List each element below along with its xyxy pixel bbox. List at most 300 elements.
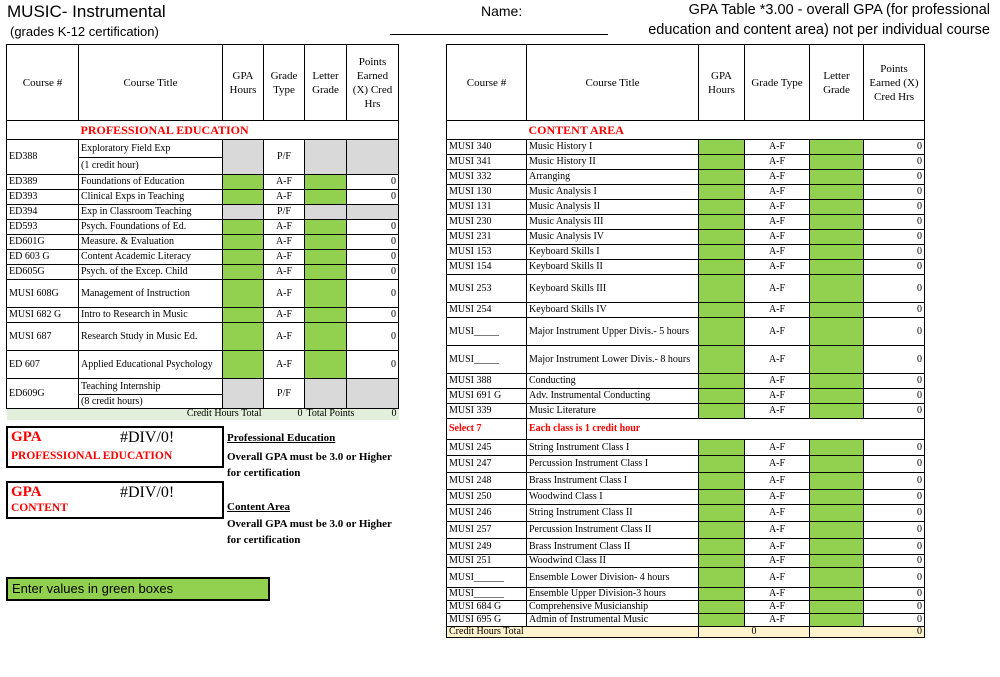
table-row xyxy=(447,170,925,185)
section-row xyxy=(7,121,399,140)
col-course: Course # xyxy=(7,45,79,121)
content-note-heading: Content Area xyxy=(227,501,291,513)
course-title: Keyboard Skills III xyxy=(527,275,699,303)
points-cell: 0 xyxy=(347,235,399,250)
points-cell: 0 xyxy=(864,303,925,318)
points-cell: 0 xyxy=(864,389,925,404)
course-title: Keyboard Skills II xyxy=(527,260,699,275)
table-row xyxy=(447,505,925,522)
grade-type: A-F xyxy=(745,490,810,505)
course-title: Adv. Instrumental Conducting xyxy=(527,389,699,404)
col-course: Course # xyxy=(447,45,527,121)
course-number: ED389 xyxy=(7,175,79,190)
table-row xyxy=(7,140,399,158)
grade-type: A-F xyxy=(264,250,305,265)
prof-note-text2: for certification xyxy=(227,467,301,479)
total-row xyxy=(447,627,925,638)
grade-type: A-F xyxy=(745,473,810,490)
course-number: MUSI 251 xyxy=(447,555,527,568)
gpa-hours-input[interactable] xyxy=(223,308,264,323)
content-note-text1: Overall GPA must be 3.0 or Higher xyxy=(227,518,392,530)
total-points-value: 0 xyxy=(810,627,925,638)
course-title: Clinical Exps in Teaching xyxy=(79,190,223,205)
gpa-professional-label: GPA xyxy=(11,429,42,445)
course-number: ED388 xyxy=(7,140,79,175)
grade-type: A-F xyxy=(745,303,810,318)
letter-grade-input[interactable] xyxy=(305,250,347,265)
grade-type: P/F xyxy=(264,205,305,220)
gpa-hours-input[interactable] xyxy=(699,404,745,419)
grade-type: A-F xyxy=(745,555,810,568)
gpa-hours-input[interactable] xyxy=(699,215,745,230)
letter-grade-input[interactable] xyxy=(810,522,864,539)
letter-grade-input[interactable] xyxy=(305,175,347,190)
course-number: MUSI 253 xyxy=(447,275,527,303)
grade-type: A-F xyxy=(745,140,810,155)
grade-type: A-F xyxy=(745,456,810,473)
course-number: MUSI 687 xyxy=(7,323,79,351)
points-cell: 0 xyxy=(864,555,925,568)
gpa-hours-input[interactable] xyxy=(223,250,264,265)
gpa-hours-input[interactable] xyxy=(699,601,745,614)
credit-hours-total-label: Credit Hours Total xyxy=(7,409,264,420)
points-cell: 0 xyxy=(864,140,925,155)
letter-grade-input[interactable] xyxy=(810,389,864,404)
gpa-hours-input[interactable] xyxy=(699,275,745,303)
gpa-hours-input[interactable] xyxy=(223,175,264,190)
gpa-content-box xyxy=(6,481,224,519)
course-title: Keyboard Skills IV xyxy=(527,303,699,318)
grade-type: A-F xyxy=(745,404,810,419)
course-number: MUSI 230 xyxy=(447,215,527,230)
letter-grade-input[interactable] xyxy=(810,215,864,230)
course-number: MUSI 245 xyxy=(447,440,527,456)
gpa-hours-input[interactable] xyxy=(699,140,745,155)
col-gpa-hours: GPA Hours xyxy=(223,45,264,121)
content-note-text2: for certification xyxy=(227,534,301,546)
course-number: MUSI 695 G xyxy=(447,614,527,627)
letter-grade-input[interactable] xyxy=(810,539,864,555)
green-boxes-instruction: Enter values in green boxes xyxy=(6,577,270,601)
course-number: MUSI______ xyxy=(447,588,527,601)
course-number: MUSI 682 G xyxy=(7,308,79,323)
table-row xyxy=(7,175,399,190)
col-letter-grade: Letter Grade xyxy=(305,45,347,121)
letter-grade-input[interactable] xyxy=(810,456,864,473)
total-points-value: 0 xyxy=(391,408,397,420)
grade-type: P/F xyxy=(264,140,305,175)
gpa-hours-input[interactable] xyxy=(699,555,745,568)
course-title-note: (1 credit hour) xyxy=(79,158,223,175)
course-title: Teaching Internship xyxy=(79,379,223,395)
table-row xyxy=(447,568,925,588)
course-title: Music Analysis IV xyxy=(527,230,699,245)
course-number: MUSI 257 xyxy=(447,522,527,539)
course-title: Applied Educational Psychology xyxy=(79,351,223,379)
letter-grade-input[interactable] xyxy=(305,280,347,308)
points-cell: 0 xyxy=(347,190,399,205)
course-title: Management of Instruction xyxy=(79,280,223,308)
course-number: MUSI_____ xyxy=(447,318,527,346)
table-row xyxy=(447,215,925,230)
course-title: Brass Instrument Class II xyxy=(527,539,699,555)
course-title: Major Instrument Upper Divis.- 5 hours xyxy=(527,318,699,346)
points-cell: 0 xyxy=(347,308,399,323)
table-row xyxy=(447,490,925,505)
course-title: Admin of Instrumental Music xyxy=(527,614,699,627)
letter-grade-input[interactable] xyxy=(810,275,864,303)
table-row xyxy=(447,404,925,419)
select-note: Each class is 1 credit hour xyxy=(527,419,925,440)
gpa-hours-input[interactable] xyxy=(699,155,745,170)
table-row xyxy=(7,323,399,351)
gpa-hours-input[interactable] xyxy=(699,522,745,539)
col-letter-grade: Letter Grade xyxy=(810,45,864,121)
page-title: MUSIC- Instrumental xyxy=(7,2,166,21)
table-row xyxy=(447,555,925,568)
points-cell: 0 xyxy=(864,275,925,303)
course-title: Psych. Foundations of Ed. xyxy=(79,220,223,235)
col-grade-type: Grade Type xyxy=(264,45,305,121)
gpa-hours-input[interactable] xyxy=(699,539,745,555)
points-cell xyxy=(347,140,399,175)
letter-grade-input[interactable] xyxy=(810,185,864,200)
course-number: MUSI 332 xyxy=(447,170,527,185)
course-number: MUSI 684 G xyxy=(447,601,527,614)
grade-type: A-F xyxy=(745,318,810,346)
gpa-hours-input[interactable] xyxy=(699,245,745,260)
gpa-hours-input[interactable] xyxy=(223,323,264,351)
grade-type: A-F xyxy=(745,374,810,389)
course-number: MUSI 231 xyxy=(447,230,527,245)
letter-grade-input[interactable] xyxy=(305,323,347,351)
points-cell: 0 xyxy=(864,245,925,260)
points-cell: 0 xyxy=(864,215,925,230)
letter-grade-input[interactable] xyxy=(305,235,347,250)
table-row xyxy=(447,440,925,456)
course-title: Ensemble Lower Division- 4 hours xyxy=(527,568,699,588)
points-cell: 0 xyxy=(864,490,925,505)
col-grade-type: Grade Type xyxy=(745,45,810,121)
points-cell: 0 xyxy=(864,185,925,200)
col-title: Course Title xyxy=(527,45,699,121)
table-row xyxy=(447,275,925,303)
course-number: MUSI______ xyxy=(447,568,527,588)
table-row xyxy=(447,346,925,374)
gpa-hours-input[interactable] xyxy=(699,473,745,490)
table-row xyxy=(447,601,925,614)
total-points-label: Total Points xyxy=(306,408,355,420)
points-cell: 0 xyxy=(864,539,925,555)
gpa-hours-input[interactable] xyxy=(699,490,745,505)
course-title: Music History II xyxy=(527,155,699,170)
gpa-professional-value: #DIV/0! xyxy=(120,429,175,446)
course-number: ED393 xyxy=(7,190,79,205)
col-points: Points Earned (X) Cred Hrs xyxy=(347,45,399,121)
gpa-hours-input[interactable] xyxy=(699,505,745,522)
grade-type: A-F xyxy=(745,539,810,555)
course-title: Foundations of Education xyxy=(79,175,223,190)
course-number: ED 607 xyxy=(7,351,79,379)
grade-type: A-F xyxy=(745,230,810,245)
grade-type: A-F xyxy=(264,351,305,379)
course-title: Music Analysis III xyxy=(527,215,699,230)
table-row xyxy=(447,588,925,601)
points-cell: 0 xyxy=(864,404,925,419)
course-title: Content Academic Literacy xyxy=(79,250,223,265)
points-cell: 0 xyxy=(864,170,925,185)
letter-grade-input[interactable] xyxy=(810,555,864,568)
gpa-hours-input[interactable] xyxy=(699,303,745,318)
letter-grade-input[interactable] xyxy=(305,308,347,323)
gpa-hours-input[interactable] xyxy=(223,280,264,308)
points-cell: 0 xyxy=(347,280,399,308)
table-row xyxy=(447,200,925,215)
credit-hours-total-label: Credit Hours Total xyxy=(447,627,699,638)
course-number: MUSI 130 xyxy=(447,185,527,200)
course-number: MUSI 153 xyxy=(447,245,527,260)
grade-type: A-F xyxy=(745,245,810,260)
gpa-hours-input[interactable] xyxy=(699,389,745,404)
table-row xyxy=(7,265,399,280)
gpa-hours-input[interactable] xyxy=(699,170,745,185)
gpa-hours-input[interactable] xyxy=(699,230,745,245)
letter-grade-input[interactable] xyxy=(810,318,864,346)
credit-hours-total-value: 0 xyxy=(264,409,305,420)
gpa-note-line1: GPA Table *3.00 - overall GPA (for professional xyxy=(688,2,990,18)
section-title: CONTENT AREA xyxy=(527,121,925,140)
points-cell: 0 xyxy=(864,155,925,170)
points-cell: 0 xyxy=(864,588,925,601)
grade-type: A-F xyxy=(745,601,810,614)
letter-grade-input[interactable] xyxy=(810,374,864,389)
gpa-hours-input[interactable] xyxy=(699,318,745,346)
points-cell: 0 xyxy=(864,601,925,614)
grade-type: A-F xyxy=(745,389,810,404)
grade-type: A-F xyxy=(745,440,810,456)
table-row xyxy=(7,205,399,220)
points-cell xyxy=(347,379,399,409)
grade-type: A-F xyxy=(264,323,305,351)
table-row xyxy=(447,155,925,170)
letter-grade-input[interactable] xyxy=(305,265,347,280)
letter-grade-input[interactable] xyxy=(810,614,864,627)
letter-grade-input[interactable] xyxy=(810,140,864,155)
course-title: Music Literature xyxy=(527,404,699,419)
grade-type: A-F xyxy=(745,614,810,627)
letter-grade-input[interactable] xyxy=(810,490,864,505)
points-cell: 0 xyxy=(864,522,925,539)
prof-note-text1: Overall GPA must be 3.0 or Higher xyxy=(227,451,392,463)
table-row xyxy=(447,303,925,318)
course-number: ED 603 G xyxy=(7,250,79,265)
points-cell: 0 xyxy=(864,260,925,275)
grade-type: A-F xyxy=(264,280,305,308)
letter-grade-input[interactable] xyxy=(810,245,864,260)
total-points xyxy=(305,409,399,420)
course-number: MUSI 154 xyxy=(447,260,527,275)
grade-type: A-F xyxy=(264,235,305,250)
course-number: MUSI_____ xyxy=(447,346,527,374)
letter-grade-input[interactable] xyxy=(810,230,864,245)
letter-grade-input[interactable] xyxy=(810,588,864,601)
name-label: Name: xyxy=(481,3,523,19)
gpa-hours-input[interactable] xyxy=(699,588,745,601)
course-title: Arranging xyxy=(527,170,699,185)
letter-grade-input[interactable] xyxy=(810,303,864,318)
course-number: MUSI 249 xyxy=(447,539,527,555)
course-title: Percussion Instrument Class II xyxy=(527,522,699,539)
gpa-hours-input[interactable] xyxy=(223,235,264,250)
letter-grade-input[interactable] xyxy=(305,351,347,379)
letter-grade-input[interactable] xyxy=(305,190,347,205)
table-row xyxy=(7,220,399,235)
table-row xyxy=(447,473,925,490)
course-title: String Instrument Class I xyxy=(527,440,699,456)
gpa-hours-cell xyxy=(223,140,264,175)
course-number: MUSI 248 xyxy=(447,473,527,490)
points-cell: 0 xyxy=(864,568,925,588)
gpa-hours-input[interactable] xyxy=(699,614,745,627)
letter-grade-input[interactable] xyxy=(810,601,864,614)
letter-grade-input[interactable] xyxy=(810,404,864,419)
points-cell: 0 xyxy=(864,230,925,245)
name-field[interactable] xyxy=(390,34,608,35)
gpa-hours-input[interactable] xyxy=(699,260,745,275)
letter-grade-input[interactable] xyxy=(810,505,864,522)
gpa-hours-input[interactable] xyxy=(699,440,745,456)
select-label: Select 7 xyxy=(447,419,527,440)
grade-type: A-F xyxy=(745,260,810,275)
gpa-hours-cell xyxy=(223,379,264,409)
table-row xyxy=(447,539,925,555)
points-cell: 0 xyxy=(347,250,399,265)
letter-grade-input xyxy=(305,205,347,220)
course-title: Brass Instrument Class I xyxy=(527,473,699,490)
course-title: Exploratory Field Exp xyxy=(79,140,223,158)
grade-type: A-F xyxy=(745,155,810,170)
course-title: Conducting xyxy=(527,374,699,389)
course-title: String Instrument Class II xyxy=(527,505,699,522)
course-number: MUSI 250 xyxy=(447,490,527,505)
points-cell: 0 xyxy=(347,351,399,379)
table-row xyxy=(447,318,925,346)
grade-type: A-F xyxy=(745,346,810,374)
gpa-hours-input[interactable] xyxy=(699,456,745,473)
letter-grade-input[interactable] xyxy=(810,568,864,588)
course-title: Music Analysis I xyxy=(527,185,699,200)
course-number: ED601G xyxy=(7,235,79,250)
table-row xyxy=(447,260,925,275)
course-number: MUSI 131 xyxy=(447,200,527,215)
course-title: Intro to Research in Music xyxy=(79,308,223,323)
letter-grade-input[interactable] xyxy=(810,440,864,456)
gpa-hours-input[interactable] xyxy=(699,185,745,200)
section-row xyxy=(447,121,925,140)
points-cell: 0 xyxy=(864,456,925,473)
gpa-content-label: GPA xyxy=(11,484,42,500)
header-row xyxy=(447,45,925,121)
gpa-content-value: #DIV/0! xyxy=(120,484,175,501)
grade-type: A-F xyxy=(745,588,810,601)
course-title: Exp in Classroom Teaching xyxy=(79,205,223,220)
table-row xyxy=(447,522,925,539)
col-title: Course Title xyxy=(79,45,223,121)
section-title: PROFESSIONAL EDUCATION xyxy=(79,121,399,140)
course-title: Woodwind Class I xyxy=(527,490,699,505)
course-title: Music History I xyxy=(527,140,699,155)
grade-type: P/F xyxy=(264,379,305,409)
table-row xyxy=(447,140,925,155)
course-number: MUSI 254 xyxy=(447,303,527,318)
letter-grade-input[interactable] xyxy=(810,155,864,170)
letter-grade-cell xyxy=(305,379,347,409)
grade-type: A-F xyxy=(264,220,305,235)
content-area-table xyxy=(446,44,925,638)
course-number: MUSI 339 xyxy=(447,404,527,419)
points-cell: 0 xyxy=(864,440,925,456)
table-row xyxy=(7,379,399,395)
grade-type: A-F xyxy=(264,175,305,190)
grade-type: A-F xyxy=(745,522,810,539)
points-cell: 0 xyxy=(864,505,925,522)
prof-note-heading: Professional Education xyxy=(227,432,336,444)
table-row xyxy=(7,280,399,308)
course-title: Music Analysis II xyxy=(527,200,699,215)
course-number: ED605G xyxy=(7,265,79,280)
course-title: Woodwind Class II xyxy=(527,555,699,568)
points-cell: 0 xyxy=(347,265,399,280)
total-row xyxy=(7,409,399,420)
gpa-hours-input[interactable] xyxy=(699,346,745,374)
grade-type: A-F xyxy=(745,505,810,522)
col-gpa-hours: GPA Hours xyxy=(699,45,745,121)
letter-grade-input[interactable] xyxy=(305,220,347,235)
credit-hours-total-value: 0 xyxy=(699,627,810,638)
gpa-hours-input[interactable] xyxy=(699,374,745,389)
course-number: MUSI 388 xyxy=(447,374,527,389)
letter-grade-input[interactable] xyxy=(810,473,864,490)
points-cell: 0 xyxy=(347,220,399,235)
table-row xyxy=(447,389,925,404)
points-cell: 0 xyxy=(347,175,399,190)
gpa-hours-input[interactable] xyxy=(223,220,264,235)
letter-grade-input[interactable] xyxy=(810,260,864,275)
grade-type: A-F xyxy=(745,568,810,588)
gpa-hours-input[interactable] xyxy=(699,200,745,215)
grade-type: A-F xyxy=(264,308,305,323)
course-title: Research Study in Music Ed. xyxy=(79,323,223,351)
table-row xyxy=(7,351,399,379)
gpa-hours-input[interactable] xyxy=(223,190,264,205)
table-row xyxy=(7,308,399,323)
gpa-professional-box xyxy=(6,426,224,468)
letter-grade-input[interactable] xyxy=(810,346,864,374)
letter-grade-input[interactable] xyxy=(810,200,864,215)
gpa-hours-input[interactable] xyxy=(223,351,264,379)
points-cell xyxy=(347,205,399,220)
letter-grade-input[interactable] xyxy=(810,170,864,185)
points-cell: 0 xyxy=(864,318,925,346)
grade-type: A-F xyxy=(264,190,305,205)
page-subtitle: (grades K-12 certification) xyxy=(10,24,159,39)
gpa-hours-input[interactable] xyxy=(699,568,745,588)
grade-type: A-F xyxy=(745,170,810,185)
points-cell: 0 xyxy=(864,614,925,627)
gpa-hours-input[interactable] xyxy=(223,265,264,280)
course-title: Psych. of the Excep. Child xyxy=(79,265,223,280)
header-row xyxy=(7,45,399,121)
